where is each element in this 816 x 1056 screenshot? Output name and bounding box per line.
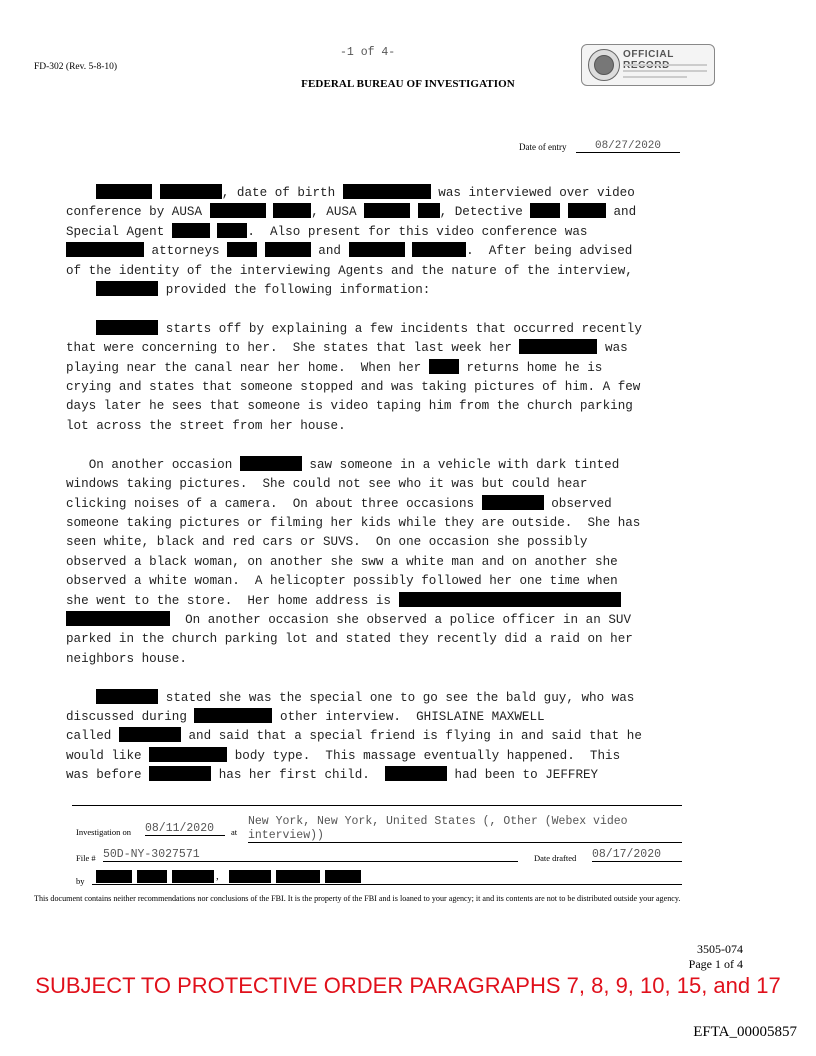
form-id: FD-302 (Rev. 5-8-10) [34,62,118,72]
redaction [96,870,132,883]
investigation-date: 08/11/2020 [145,822,225,836]
bates-number: EFTA_00005857 [693,1024,797,1040]
redaction [568,203,606,218]
date-drafted: 08/17/2020 [592,848,682,862]
redaction [418,203,440,218]
redaction [325,870,361,883]
redaction [66,242,144,257]
redaction [119,727,181,742]
at-label: at [231,827,238,837]
redaction [240,456,302,471]
redaction [429,359,459,374]
date-drafted-label: Date drafted [534,853,577,863]
file-number: 50D-NY-3027571 [103,848,518,862]
paragraph-3: On another occasion saw someone in a vehicle with dark tinted windows taking pictures. She could not see who it was but could hear clicking noises of a camera. On about three occasions observed someone taking pictures or filming her kids while they are outside. She has seen white, black and red cars or SUVS. On one occasion she possibly observed a black woman, on another she sww a white man and on another she observed a white woman. A helicopter possibly followed her one time when she went to the store. Her home address is On another occasion she observed a police officer in an SUV parked in the church parking lot and stated they recently did a raid on her neighbors house. [66,457,641,666]
by-separator: , [216,870,219,882]
paragraph-1: , date of birth was interviewed over video conference by AUSA , AUSA , Detective and Special Agent . Also present for this video conference was attorneys and . After being advised of the identity of the interviewing Agents and the nature of the interview, provided the following information: [66,186,637,298]
file-number-label: File # [76,853,96,863]
redaction [229,870,271,883]
redaction [172,870,214,883]
page-of-label: Page 1 of 4 [688,957,743,971]
redaction [160,184,222,199]
redaction [96,689,158,704]
investigation-on-label: Investigation on [76,827,132,837]
agency-title: FEDERAL BUREAU OF INVESTIGATION [301,78,515,90]
redaction [519,339,597,354]
redaction [399,592,621,607]
redaction [172,223,210,238]
reference-code: 3505-074 [697,942,743,956]
interview-body [66,184,726,786]
redaction [265,242,311,257]
redaction [96,281,158,296]
page-number: -1 of 4- [340,46,396,59]
redaction [530,203,560,218]
paragraph-4: stated she was the special one to go see the bald guy, who was discussed during other interview. GHISLAINE MAXWELL called and said that a special friend is flying in and said that he would like body type. This massage eventually happened. This was before has her first child. had been to JEFFREY [66,690,642,783]
redaction [66,611,170,626]
stamp-title: OFFICIAL [623,49,674,60]
by-line [92,884,682,885]
investigation-location: New York, New York, United States (, Other (Webex video interview)) [248,815,682,843]
footer-divider [72,805,682,806]
redaction [349,242,405,257]
redaction [343,184,431,199]
redaction [194,708,272,723]
by-label: by [76,876,85,886]
official-record-stamp [581,44,715,86]
redaction [149,766,211,781]
redaction [482,495,544,510]
redaction [210,203,266,218]
disclaimer: This document contains neither recommendations nor conclusions of the FBI. It is the property of the FBI and is loaned to your agency; it and its contents are not to be distributed outside your agency. [34,894,681,903]
redaction [227,242,257,257]
paragraph-2: starts off by explaining a few incidents that occurred recently that were concerning to her. She states that last week her was playing near the canal near her home. When her returns home he is crying and states that someone stopped and was taking pictures of him. A few days later he sees that someone is video taping him from the church parking lot across the street from her house. [66,321,642,433]
redaction [364,203,410,218]
redaction [137,870,167,883]
date-of-entry-label: Date of entry [519,142,567,152]
redaction [96,320,158,335]
fbi-seal-icon [588,49,620,81]
redaction [276,870,320,883]
redaction [412,242,466,257]
redaction [385,766,447,781]
redaction [149,747,227,762]
protective-order-banner: SUBJECT TO PROTECTIVE ORDER PARAGRAPHS 7, 8, 9, 10, 15, and 17 [35,973,781,998]
redaction [273,203,311,218]
redaction [96,184,152,199]
redaction [217,223,247,238]
date-of-entry-value: 08/27/2020 [576,140,680,153]
